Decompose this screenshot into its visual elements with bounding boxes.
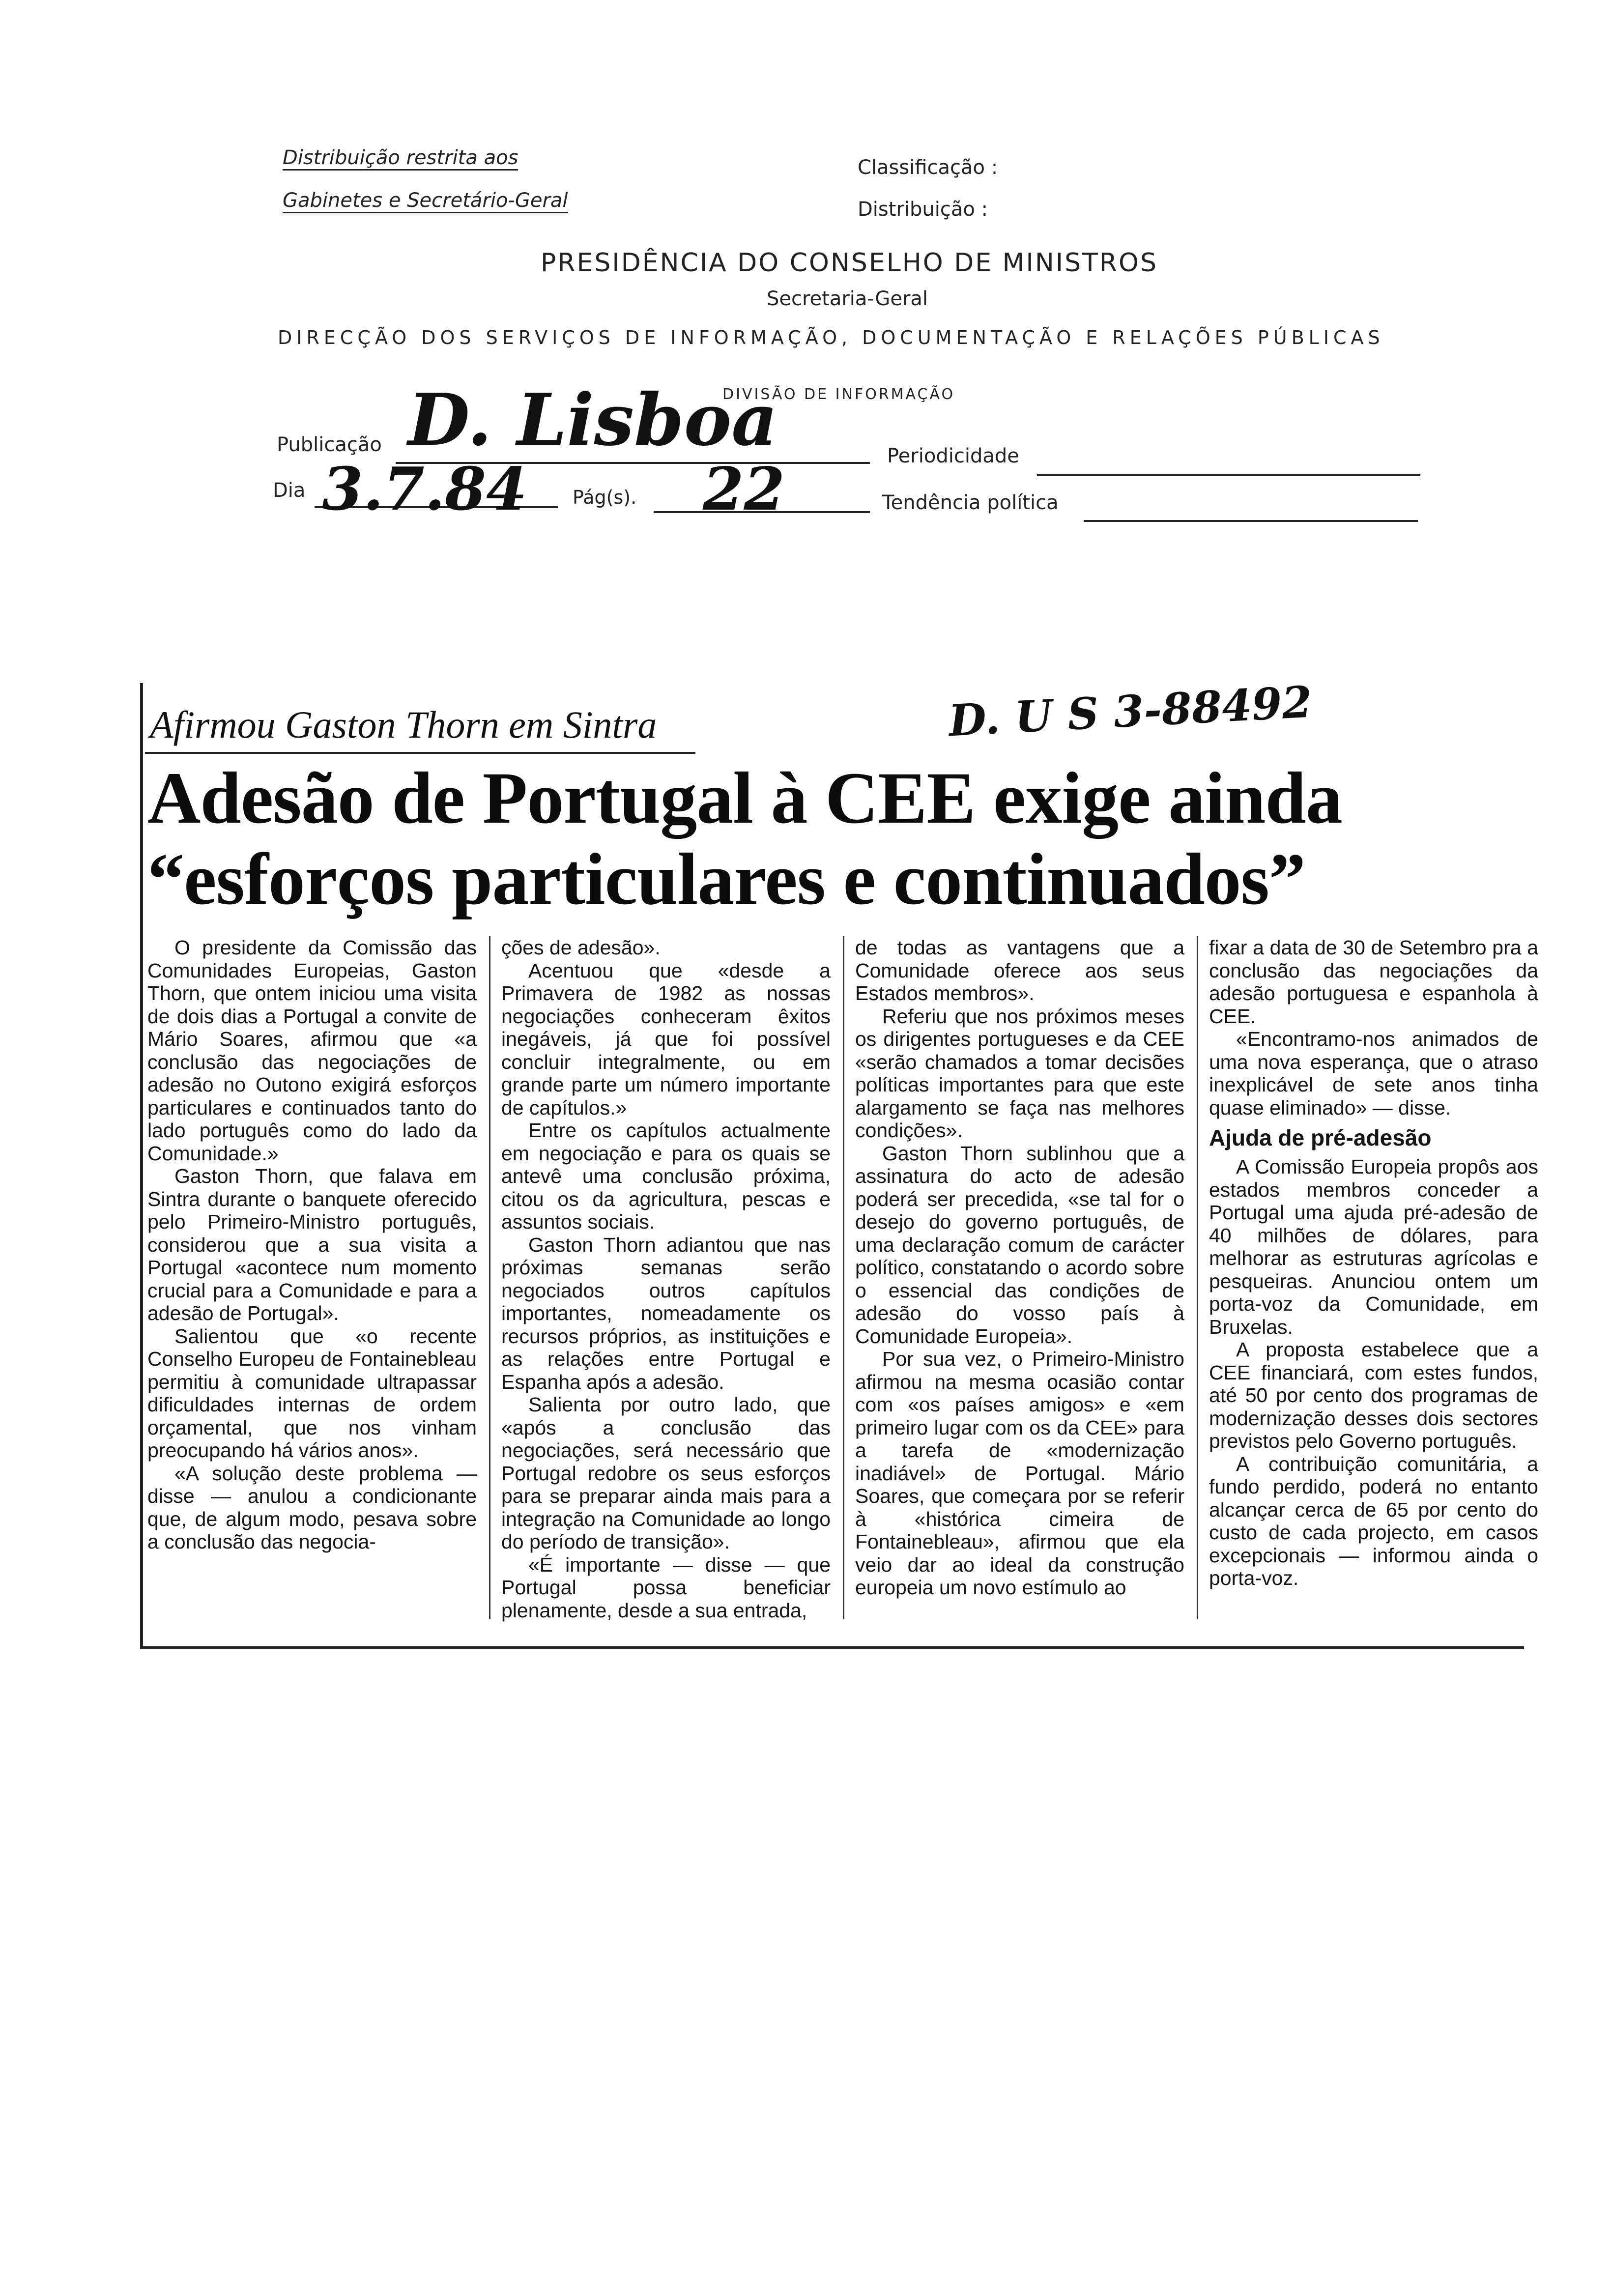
paragraph: fixar a data de 30 de Setembro pra a conclusão das negociações da adesão portuguesa e espanhola à CEE. (1209, 936, 1538, 1028)
paragraph: Salienta por outro lado, que «após a conclusão das negociações, será necessário que Portugal redobre os seus esforços para se preparar ainda mais para a integração na Comunidade ao longo do período de transição». (501, 1393, 831, 1553)
paragraph: Gaston Thorn, que falava em Sintra durante o banquete oferecido pelo Primeiro-Ministro português, considerou que a sua visita a Portugal «acontece num momento crucial para a Comunidade e para a adesão de Portugal». (147, 1165, 477, 1324)
periodicidade-line (1037, 474, 1420, 476)
paragraph: de todas as vantagens que a Comunidade oferece aos seus Estados membros». (855, 936, 1184, 1004)
paragraph: A contribuição comunitária, a fundo perdido, poderá no entanto alcançar cerca de 65 por cento do custo de cada projecto, em casos excepcionais — informou ainda o porta-voz. (1209, 1452, 1538, 1589)
org-title: PRESIDÊNCIA DO CONSELHO DE MINISTROS (541, 248, 1158, 278)
kicker-rule (145, 752, 695, 754)
column-rule (843, 936, 844, 1619)
paragraph: ções de adesão». (501, 936, 661, 959)
handwritten-archive-number: D. U S 3-88492 (947, 676, 1314, 746)
periodicidade-label: Periodicidade (887, 445, 1019, 467)
dia-label: Dia (273, 479, 306, 502)
secretaria-geral: Secretaria-Geral (767, 287, 928, 310)
paragraph: Gaston Thorn sublinhou que a assinatura do acto de adesão poderá ser precedida, «se tal for o desejo do governo português, de uma declaração comum de carácter político, constatando o acordo sobre o essencial das condições de adesão do vosso país à Comunidade Europeia». (855, 1142, 1184, 1348)
distribuicao-label: Distribuição : (858, 198, 988, 221)
article-headline-line2: “esforços particulares e continuados” (147, 838, 1305, 920)
paragraph: Acentuou que «desde a Primavera de 1982 as nossas negociações conheceram êxitos inegáveis, já que foi possível concluir integralmente, ou em grande parte um número importante de capítulos.» (501, 959, 831, 1119)
paragraph: Por sua vez, o Primeiro-Ministro afirmou na mesma ocasião contar com «os países amigos» e «em primeiro lugar com os da CEE» para a tarefa de «modernização inadiável» de Portugal. Mário Soares, que começara por se referir à «histórica cimeira de Fontainebleau», afirmou que ela veio dar ao ideal da construção europeia um novo estímulo ao (855, 1348, 1184, 1599)
classificacao-label: Classificação : (858, 156, 998, 179)
pags-handwritten: 22 (703, 455, 785, 524)
paragraph: A proposta estabelece que a CEE financiará, com estes fundos, até 50 por cento dos programas de modernização desses dois sectores previstos pelo Governo português. (1209, 1338, 1538, 1452)
paragraph: Referiu que nos próximos meses os dirigentes portugueses e da CEE «serão chamados a tomar decisões políticas importantes para que este alargamento se faça nas melhores condições». (855, 1004, 1184, 1142)
article-column-1 (147, 936, 477, 1634)
tendencia-label: Tendência política (882, 491, 1059, 514)
pags-label: Pág(s). (573, 487, 637, 508)
paragraph: «É importante — disse — que Portugal possa beneficiar plenamente, desde a sua entrada, (501, 1553, 831, 1622)
column-rule (489, 936, 490, 1619)
publicacao-label: Publicação (277, 433, 382, 456)
article-headline-line1: Adesão de Portugal à CEE exige ainda (147, 757, 1342, 839)
paragraph: Entre os capítulos actualmente em negociação e para os quais se antevê uma conclusão próxima, citou os da agricultura, pescas e assuntos sociais. (501, 1119, 831, 1233)
publicacao-handwritten: D. Lisboa (408, 378, 778, 462)
divisao-informacao: DIVISÃO DE INFORMAÇÃO (722, 386, 955, 403)
article-column-2 (501, 936, 831, 1634)
subheading: Ajuda de pré-adesão (1209, 1125, 1432, 1150)
distribution-note-line1: Distribuição restrita aos (283, 146, 518, 169)
tendencia-line (1084, 520, 1418, 522)
article-column-3 (855, 936, 1184, 1634)
paragraph: O presidente da Comissão das Comunidades Europeias, Gaston Thorn, que ontem iniciou uma visita de dois dias a Portugal a convite de Mário Soares, afirmou que «a conclusão das negociações de adesão no Outono exigirá esforços particulares e continuados tanto do lado português como do lado da Comunidade.» (147, 936, 477, 1165)
paragraph: «A solução deste problema — disse — anulou a condicionante que, de algum modo, pesava sobre a conclusão das negocia- (147, 1462, 477, 1553)
article-column-4 (1209, 936, 1538, 1634)
paragraph: «Encontramo-nos animados de uma nova esperança, que o atraso inexplicável de sete anos tinha quase eliminado» — disse. (1209, 1028, 1538, 1119)
dia-handwritten: 3.7.84 (322, 455, 527, 524)
paragraph: Salientou que «o recente Conselho Europeu de Fontainebleau permitiu à comunidade ultrapassar dificuldades internas de ordem orçamental, que nos vinham preocupando há vários anos». (147, 1324, 477, 1462)
article-kicker: Afirmou Gaston Thorn em Sintra (150, 703, 657, 746)
direccao-servicos: DIRECÇÃO DOS SERVIÇOS DE INFORMAÇÃO, DOCUMENTAÇÃO E RELAÇÕES PÚBLICAS (278, 327, 1384, 348)
paragraph: Gaston Thorn adiantou que nas próximas semanas serão negociados outros capítulos importantes, nomeadamente os recursos próprios, as instituições e as relações entre Portugal e Espanha após a adesão. (501, 1233, 831, 1393)
column-rule (1197, 936, 1198, 1619)
distribution-note-line2: Gabinetes e Secretário-Geral (283, 189, 568, 212)
paragraph: A Comissão Europeia propôs aos estados membros conceder a Portugal uma ajuda pré-adesão de 40 milhões de dólares, para melhorar as estruturas agrícolas e pesqueiras. Anunciou ontem um porta-voz da Comunidade, em Bruxelas. (1209, 1155, 1538, 1338)
